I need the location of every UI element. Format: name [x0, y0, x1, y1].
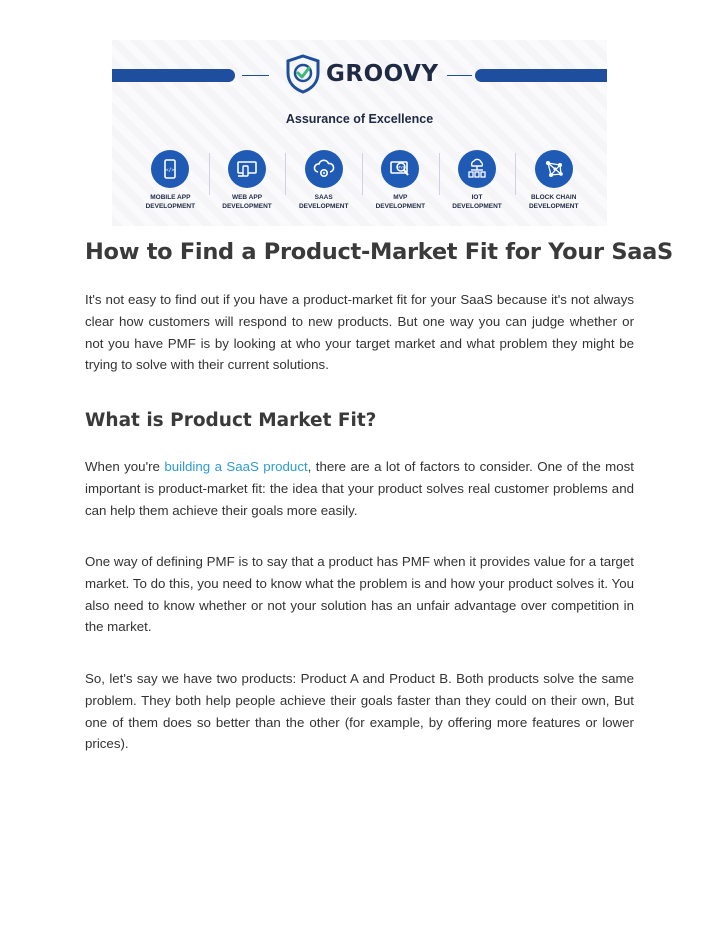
building-saas-product-link[interactable]: building a SaaS product [164, 459, 308, 474]
service-label: MVP DEVELOPMENT [375, 194, 426, 210]
banner-left-rule [242, 75, 269, 76]
service-saas [285, 147, 362, 222]
svg-text:</>: </> [165, 167, 175, 174]
paragraph-3: So, let's say we have two products: Product A and Product B. Both products solve the same problem. They both help people achieve their goals faster than they could on their own, But one of them does so better than the other (for example, by offering more features or lower prices). [85, 671, 634, 752]
company-banner [112, 40, 607, 226]
blockchain-icon [535, 150, 573, 188]
banner-left-bar [112, 69, 235, 82]
intro-paragraph: It's not easy to find out if you have a product-market fit for your SaaS because it's not always clear how customers will respond to new products. But one way you can judge whether or not you have PMF is by looking at who your target market and what problem they might be trying to solve with their current solutions. [85, 292, 634, 373]
service-label: SAAS DEVELOPMENT [298, 194, 349, 210]
saas-cloud-icon [305, 150, 343, 188]
service-mobile-app [132, 147, 209, 222]
service-label: BLOCK CHAIN DEVELOPMENT [528, 194, 579, 210]
paragraph-1-block [85, 456, 634, 521]
groovy-logo-mark-icon [284, 54, 322, 94]
service-label: IOT DEVELOPMENT [452, 194, 502, 210]
intro-paragraph-block [85, 289, 634, 376]
service-label: MOBILE APP DEVELOPMENT [145, 194, 196, 210]
paragraph-2: One way of defining PMF is to say that a product has PMF when it provides value for a target market. To do this, you need to know what the problem is and how your product solves it. You also need to know whether or not your solution has an unfair advantage over competition in the market. [85, 554, 634, 635]
banner-right-rule [447, 75, 472, 76]
svg-text:MVP: MVP [397, 165, 406, 170]
paragraph-3-block [85, 668, 634, 755]
web-app-icon [228, 150, 266, 188]
paragraph-1: When you're building a SaaS product, there are a lot of factors to consider. One of the most important is product-market fit: the idea that your product solves real customer problems and can help them achieve their goals more easily. [85, 459, 634, 518]
groovy-logo [284, 54, 439, 94]
services-row [132, 147, 592, 222]
service-iot [439, 147, 516, 222]
service-blockchain [515, 147, 592, 222]
banner-right-bar [475, 69, 607, 82]
service-web-app [209, 147, 286, 222]
mvp-icon [381, 150, 419, 188]
article-title: How to Find a Product-Market Fit for Your SaaS [85, 239, 673, 265]
section-heading: What is Product Market Fit? [85, 410, 377, 431]
mobile-app-icon [151, 150, 189, 188]
iot-icon [458, 150, 496, 188]
brand-name: GROOVY [326, 61, 439, 87]
service-label: WEB APP DEVELOPMENT [222, 194, 272, 210]
brand-tagline: Assurance of Excellence [285, 112, 434, 126]
service-mvp [362, 147, 439, 222]
paragraph-2-block [85, 551, 634, 638]
